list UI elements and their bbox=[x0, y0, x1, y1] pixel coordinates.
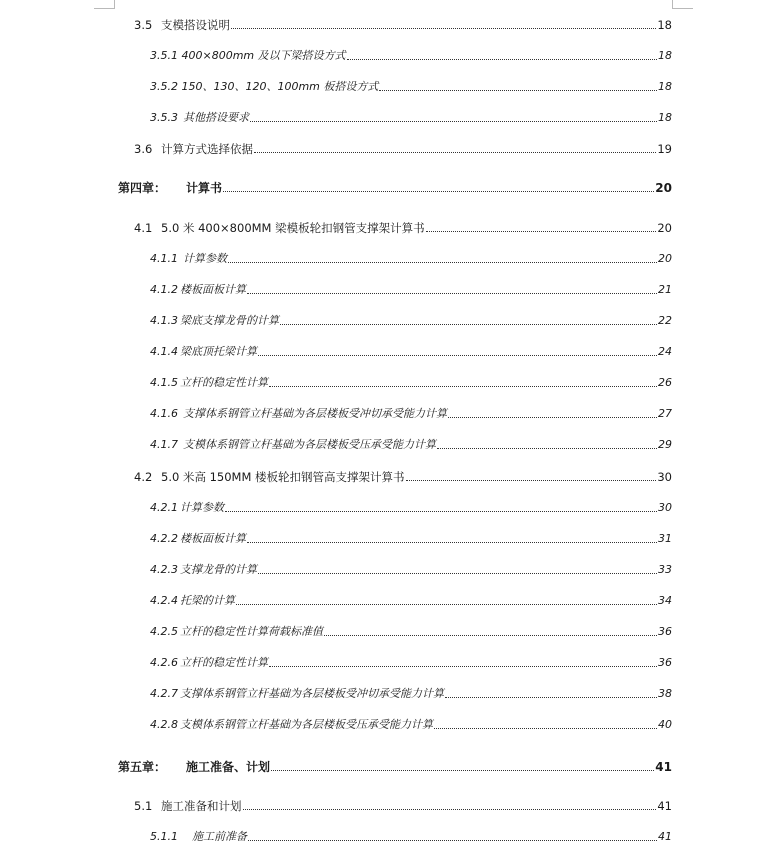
toc-title: 计算参数 bbox=[180, 501, 224, 514]
toc-page-number: 22 bbox=[658, 314, 672, 327]
toc-page-number: 38 bbox=[658, 687, 672, 700]
toc-number: 4.2.6 bbox=[150, 656, 178, 669]
toc-page-number: 18 bbox=[658, 49, 672, 62]
toc-page-number: 20 bbox=[655, 181, 672, 195]
toc-title: 托梁的计算 bbox=[180, 594, 235, 607]
toc-title: 计算书 bbox=[186, 181, 223, 195]
toc-entry-4-2[interactable] bbox=[134, 464, 672, 484]
toc-page-number: 20 bbox=[657, 221, 672, 235]
toc-number: 4.1.1 bbox=[150, 252, 178, 265]
toc-number: 4.2.3 bbox=[150, 563, 178, 576]
toc-title: 5.0 米高 150MM 楼板轮扣钢管高支撑架计算书 bbox=[161, 470, 405, 484]
toc-entry-4-1-5[interactable] bbox=[150, 370, 672, 390]
toc-page-number: 41 bbox=[655, 760, 672, 774]
dot-leader bbox=[258, 355, 657, 356]
dot-leader bbox=[236, 604, 657, 605]
toc-number: 4.2.7 bbox=[150, 687, 178, 700]
toc-page-number: 31 bbox=[658, 532, 672, 545]
toc-page-number: 36 bbox=[658, 656, 672, 669]
page-corner-mark-left bbox=[94, 0, 115, 9]
toc-number: 第四章： bbox=[118, 181, 167, 195]
toc-entry-4-1[interactable] bbox=[134, 215, 672, 235]
toc-entry-4-1-7[interactable] bbox=[150, 432, 672, 452]
toc-page-number: 24 bbox=[658, 345, 672, 358]
toc-title: 立杆的稳定性计算 bbox=[180, 656, 268, 669]
toc-entry-5-1[interactable] bbox=[134, 793, 672, 813]
dot-leader bbox=[231, 28, 656, 29]
toc-page-number: 18 bbox=[658, 80, 672, 93]
dot-leader bbox=[379, 90, 657, 91]
toc-entry-chapter-4[interactable] bbox=[118, 175, 672, 195]
toc-entry-4-1-2[interactable] bbox=[150, 277, 672, 297]
toc-title: 3.5.2 150、130、120、100mm 板搭设方式 bbox=[150, 80, 379, 93]
dot-leader bbox=[250, 121, 657, 122]
toc-title: 楼板面板计算 bbox=[180, 532, 246, 545]
toc-number: 4.2 bbox=[134, 470, 153, 484]
toc-number: 4.2.1 bbox=[150, 501, 178, 514]
toc-entry-3-5-2[interactable] bbox=[150, 74, 672, 94]
toc-page-number: 41 bbox=[658, 830, 672, 843]
toc-number: 4.1.4 bbox=[150, 345, 178, 358]
dot-leader bbox=[448, 417, 657, 418]
toc-title: 立杆的稳定性计算 bbox=[180, 376, 268, 389]
toc-entry-4-2-6[interactable] bbox=[150, 650, 672, 670]
toc-page-number: 18 bbox=[657, 18, 672, 32]
toc-number: 3.5.3 bbox=[150, 111, 178, 124]
toc-page-number: 20 bbox=[658, 252, 672, 265]
dot-leader bbox=[271, 770, 654, 771]
dot-leader bbox=[445, 697, 657, 698]
toc-page-number: 36 bbox=[658, 625, 672, 638]
toc-page-number: 34 bbox=[658, 594, 672, 607]
toc-entry-4-2-2[interactable] bbox=[150, 526, 672, 546]
toc-entry-4-1-6[interactable] bbox=[150, 401, 672, 421]
dot-leader bbox=[258, 573, 657, 574]
toc-entry-5-1-1[interactable] bbox=[150, 824, 672, 844]
toc-entry-4-2-7[interactable] bbox=[150, 681, 672, 701]
dot-leader bbox=[247, 293, 657, 294]
dot-leader bbox=[223, 191, 654, 192]
toc-page-number: 19 bbox=[657, 142, 672, 156]
toc-entry-4-2-4[interactable] bbox=[150, 588, 672, 608]
toc-title: 5.0 米 400×800MM 梁模板轮扣钢管支撑架计算书 bbox=[161, 221, 425, 235]
toc-title: 3.5.1 400×800mm 及以下梁搭设方式 bbox=[150, 49, 346, 62]
dot-leader bbox=[254, 152, 656, 153]
toc-number: 4.2.2 bbox=[150, 532, 178, 545]
toc-title: 施工前准备 bbox=[192, 830, 247, 843]
toc-number: 5.1.1 bbox=[150, 830, 178, 843]
toc-title: 其他搭设要求 bbox=[183, 111, 249, 124]
toc-number: 第五章： bbox=[118, 760, 167, 774]
dot-leader bbox=[228, 262, 657, 263]
toc-number: 4.1.3 bbox=[150, 314, 178, 327]
toc-entry-4-1-3[interactable] bbox=[150, 308, 672, 328]
dot-leader bbox=[406, 480, 657, 481]
toc-number: 4.2.4 bbox=[150, 594, 178, 607]
dot-leader bbox=[243, 809, 657, 810]
toc-entry-4-2-5[interactable] bbox=[150, 619, 672, 639]
dot-leader bbox=[426, 231, 657, 232]
toc-page-number: 30 bbox=[658, 501, 672, 514]
toc-entry-chapter-5[interactable] bbox=[118, 754, 672, 774]
toc-entry-4-2-3[interactable] bbox=[150, 557, 672, 577]
toc-title: 楼板面板计算 bbox=[180, 283, 246, 296]
toc-entry-4-1-4[interactable] bbox=[150, 339, 672, 359]
toc-entry-3-5[interactable] bbox=[134, 12, 672, 32]
toc-page-number: 30 bbox=[657, 470, 672, 484]
toc-number: 4.1.6 bbox=[150, 407, 178, 420]
toc-page-number: 41 bbox=[657, 799, 672, 813]
dot-leader bbox=[225, 511, 657, 512]
toc-page-number: 29 bbox=[658, 438, 672, 451]
toc-entry-4-2-1[interactable] bbox=[150, 495, 672, 515]
toc-entry-3-5-3[interactable] bbox=[150, 105, 672, 125]
toc-entry-4-1-1[interactable] bbox=[150, 246, 672, 266]
toc-title: 计算参数 bbox=[183, 252, 227, 265]
toc-number: 4.1.7 bbox=[150, 438, 178, 451]
toc-number: 4.1.5 bbox=[150, 376, 178, 389]
toc-page-number: 18 bbox=[658, 111, 672, 124]
toc-page-number: 21 bbox=[658, 283, 672, 296]
dot-leader bbox=[247, 542, 657, 543]
toc-entry-4-2-8[interactable] bbox=[150, 712, 672, 732]
toc-page-number: 33 bbox=[658, 563, 672, 576]
toc-title: 施工准备、计划 bbox=[186, 760, 271, 774]
toc-title: 支撑体系钢管立杆基础为各层楼板受冲切承受能力计算 bbox=[183, 407, 447, 420]
toc-title: 梁底支撑龙骨的计算 bbox=[180, 314, 279, 327]
toc-number: 4.2.8 bbox=[150, 718, 178, 731]
toc-entry-3-6[interactable] bbox=[134, 136, 672, 156]
dot-leader bbox=[269, 666, 657, 667]
toc-title: 梁底顶托梁计算 bbox=[180, 345, 257, 358]
toc-title: 计算方式选择依据 bbox=[161, 142, 253, 156]
toc-entry-3-5-1[interactable] bbox=[150, 43, 672, 63]
toc-number: 3.5 bbox=[134, 18, 153, 32]
toc-number: 4.2.5 bbox=[150, 625, 178, 638]
toc-number: 5.1 bbox=[134, 799, 153, 813]
toc-title: 施工准备和计划 bbox=[161, 799, 242, 813]
toc-title: 支撑龙骨的计算 bbox=[180, 563, 257, 576]
toc-number: 4.1.2 bbox=[150, 283, 178, 296]
dot-leader bbox=[324, 635, 657, 636]
toc-title: 支撑体系钢管立杆基础为各层楼板受冲切承受能力计算 bbox=[180, 687, 444, 700]
dot-leader bbox=[269, 386, 657, 387]
dot-leader bbox=[437, 448, 657, 449]
toc-page-number: 40 bbox=[658, 718, 672, 731]
dot-leader bbox=[434, 728, 657, 729]
page-corner-mark-right bbox=[672, 0, 693, 9]
toc-number: 3.6 bbox=[134, 142, 153, 156]
dot-leader bbox=[347, 59, 657, 60]
toc-title: 立杆的稳定性计算荷载标准值 bbox=[180, 625, 323, 638]
toc-title: 支模搭设说明 bbox=[161, 18, 230, 32]
toc-title: 支模体系钢管立杆基础为各层楼板受压承受能力计算 bbox=[180, 718, 433, 731]
toc-page-number: 27 bbox=[658, 407, 672, 420]
toc-title: 支模体系钢管立杆基础为各层楼板受压承受能力计算 bbox=[183, 438, 436, 451]
dot-leader bbox=[248, 840, 657, 841]
toc-number: 4.1 bbox=[134, 221, 153, 235]
dot-leader bbox=[280, 324, 657, 325]
toc-page-number: 26 bbox=[658, 376, 672, 389]
